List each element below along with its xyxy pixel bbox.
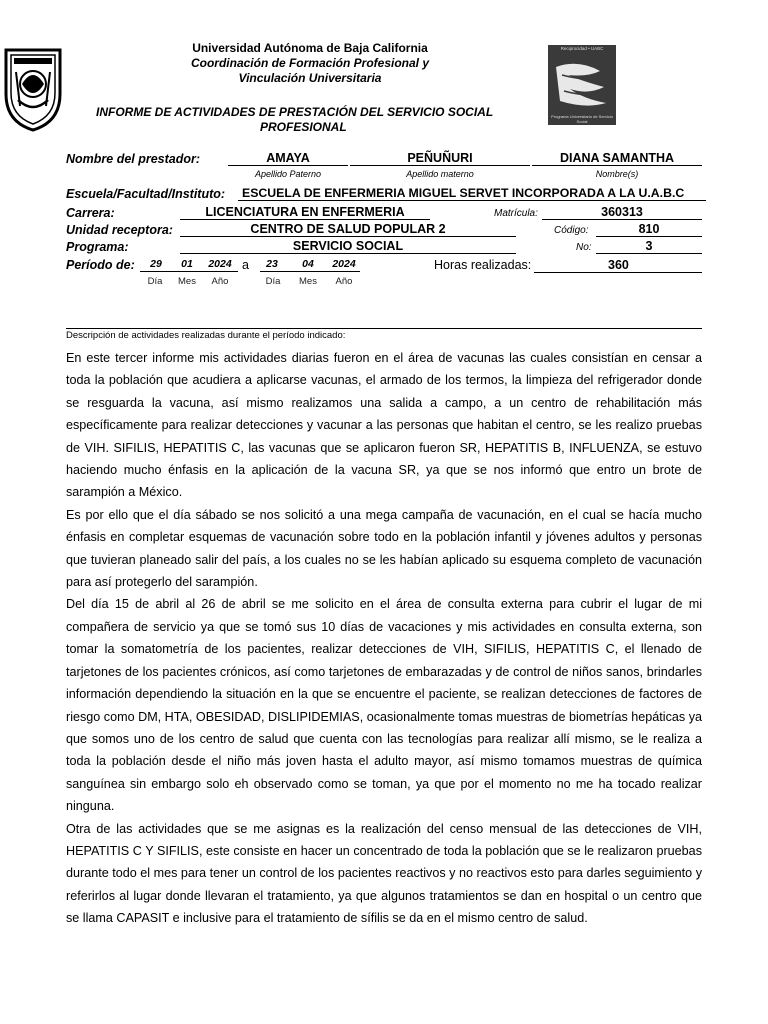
- to-day: 23: [266, 258, 278, 270]
- nombres-caption: Nombre(s): [595, 169, 639, 179]
- no-value: 3: [596, 239, 702, 254]
- nombres-value: DIANA SAMANTHA: [532, 151, 702, 166]
- apellido-paterno-value: AMAYA: [228, 151, 348, 166]
- from-date-underline: [140, 271, 238, 272]
- from-day: 29: [150, 258, 162, 270]
- period-separator: a: [242, 258, 249, 272]
- programa-label: Programa:: [66, 240, 129, 254]
- university-name: Universidad Autónoma de Baja California: [192, 41, 428, 55]
- report-title-line-2: PROFESIONAL: [260, 120, 347, 134]
- description-caption: Descripción de actividades realizadas durante el período indicado:: [66, 330, 346, 341]
- from-year-caption: Año: [211, 276, 229, 287]
- programa-value: SERVICIO SOCIAL: [180, 239, 516, 254]
- to-month: 04: [302, 258, 314, 270]
- apellido-paterno-caption: Apellido Paterno: [254, 169, 322, 179]
- unidad-value: CENTRO DE SALUD POPULAR 2: [180, 222, 516, 237]
- unidad-label: Unidad receptora:: [66, 223, 173, 237]
- matricula-value: 360313: [542, 205, 702, 220]
- logo-caption-bottom: Programa Universitario de Servicio Social: [551, 114, 613, 124]
- service-program-logo: [548, 45, 616, 125]
- matricula-label: Matrícula:: [494, 208, 538, 219]
- coordination-line-2: Vinculación Universitaria: [238, 71, 382, 85]
- coordination-line-1: Coordinación de Formación Profesional y: [190, 56, 430, 70]
- escuela-label: Escuela/Facultad/Instituto:: [66, 187, 226, 201]
- carrera-label: Carrera:: [66, 206, 115, 220]
- horas-value: 360: [534, 258, 702, 273]
- description-body: [66, 347, 702, 930]
- horas-label: Horas realizadas:: [434, 258, 532, 272]
- from-month: 01: [181, 258, 193, 270]
- codigo-value: 810: [596, 222, 702, 237]
- to-month-caption: Mes: [299, 276, 317, 287]
- description-paragraph-1: En este tercer informe mis actividades diarias fueron en el área de vacunas las cuales consistían en censar a toda la población que acudiera a aplicarse vacunas, el armado de los termos, la limpieza del refrigerador donde se resguarda la vacuna, así mismo realizamos una salida a campo, a un centro de rehabilitación más específicamente para realizar detecciones y vacunar a las personas que habitan el centro, se les realizo pruebas de VIH. SIFILIS, HEPATITIS C, las vacunas que se aplicaron fueron SR, HEPATITIS B, INFLUENZA, se estuvo haciendo mucho énfasis en la aplicación de la vacuna SR, ya que se nos informó que entro un brote de sarampión a México.: [66, 351, 702, 500]
- apellido-materno-value: PEÑUÑURI: [350, 151, 530, 166]
- prestador-label: Nombre del prestador:: [66, 152, 201, 166]
- no-label: No:: [576, 242, 592, 253]
- carrera-value: LICENCIATURA EN ENFERMERIA: [180, 205, 430, 220]
- description-paragraph-4: Otra de las actividades que se me asignas es la realización del censo mensual de las detecciones de VIH, HEPATITIS C Y SIFILIS, este consiste en hacer un concentrado de toda la población que se le realizaron pruebas durante todo el mes para tener un control de los pacientes reactivos y no reactivos esto para darles seguimiento y referirlos al lugar donde llevaran el tratamiento, ya que algunos tratamientos se dan en hospital o un centro que se llama CAPASIT e inclusive para el tratamiento de sífilis se da en el mismo centro de salud.: [66, 821, 702, 926]
- periodo-label: Período de:: [66, 258, 135, 272]
- description-divider: [66, 328, 702, 329]
- apellido-materno-caption: Apellido materno: [406, 169, 474, 179]
- description-paragraph-2: Es por ello que el día sábado se nos solicitó a una mega campaña de vacunación, en el cual se hacía mucho énfasis en completar esquemas de vacunación sobre todo en la población infantil y jóvenes adultos y personas que tuvieran planeado salir del país, a los cuales no se les habían aplicado su esquema completo de vacunación para así protegerlo del sarampión.: [66, 507, 702, 590]
- description-paragraph-3: Del día 15 de abril al 26 de abril se me solicito en el área de consulta externa para cubrir el lugar de mi compañera de servicio ya que se tomó sus 10 días de vacaciones y mis actividades en consulta externa, son tomar la somatometría de los pacientes, realizar detecciones de VIH, SIFILIS, HEPATITIS C, el llenado de tarjetones de los pacientes crónicos, así como tarjetones de embarazadas y de control de niños sanos, brindarles información dependiendo la situación en la que se encuentre el paciente, se realizan detecciones de factores de riesgo como DM, HTA, OBESIDAD, DISLIPIDEMIAS, ocasionalmente tomas muestras de biometrías hepáticas ya que somos uno de los centro de salud que cuenta con las tecnologías para realizar allí mismo, se le realiza a toda la población desde el niño más joven hasta el adulto mayor, así mismo tomamos muestras de química sanguínea sin embargo solo eh observado como se toman, ya que por el momento no me ha tocado realizar ninguna.: [66, 597, 702, 814]
- report-title-line-1: INFORME DE ACTIVIDADES DE PRESTACIÓN DEL SERVICIO SOCIAL: [96, 105, 494, 119]
- university-seal-logo: [0, 44, 66, 132]
- escuela-value: ESCUELA DE ENFERMERIA MIGUEL SERVET INCORPORADA A LA U.A.B.C: [238, 186, 706, 201]
- from-day-caption: Día: [147, 276, 163, 287]
- logo-caption-top: Reciprocidad • UABC: [560, 46, 604, 51]
- from-year: 2024: [208, 258, 232, 270]
- to-year-caption: Año: [335, 276, 353, 287]
- to-year: 2024: [332, 258, 356, 270]
- from-month-caption: Mes: [178, 276, 196, 287]
- to-date-underline: [260, 271, 360, 272]
- to-day-caption: Día: [265, 276, 281, 287]
- codigo-label: Código:: [554, 225, 589, 236]
